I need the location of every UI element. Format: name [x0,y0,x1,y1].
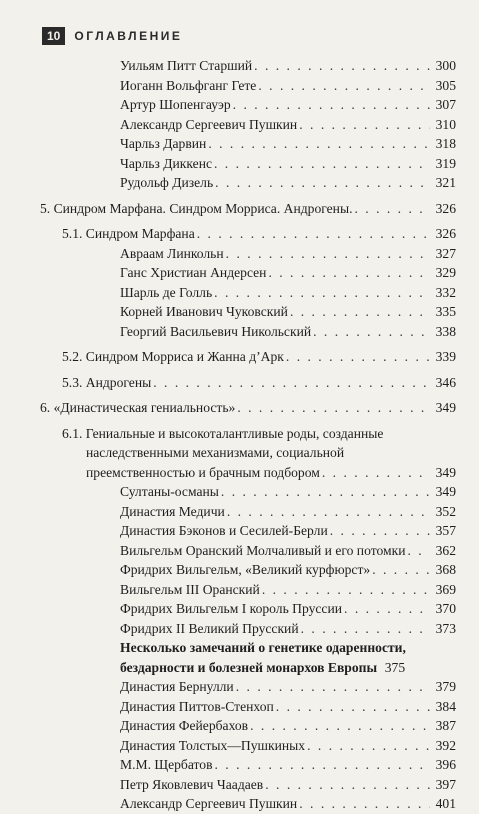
toc-entry-title: Петр Яковлевич Чаадаев [120,776,264,792]
toc-entry-title: Вильгельм III Оранский [120,581,260,597]
toc-entry [40,677,456,697]
toc-entry-page: 310 [435,116,456,132]
toc-entry-title: Династия Питтов-Стенхоп [120,698,274,714]
toc-block-1 [40,56,456,418]
toc-entry [40,697,456,717]
toc-entry [40,154,456,174]
leader-dots [226,244,430,264]
toc-entry-page: 392 [435,737,456,753]
leader-dots [265,775,430,795]
toc-entry-line: Несколько замечаний о генетике одаренности, [120,640,406,655]
toc-entry-page: 357 [435,523,456,538]
leader-dots [262,580,430,600]
toc-entry [40,322,456,342]
toc-entry-title: 5. Синдром Марфана. Синдром Морриса. Андрогены. [40,200,353,216]
section-title: ОГЛАВЛЕНИЕ [74,29,183,43]
toc-entry-page: 307 [435,97,456,112]
toc-entry-title: Уильям Питт Старший [120,58,253,73]
toc-entry [40,775,456,795]
toc-entry-page: 387 [435,718,456,733]
toc-entry-page: 369 [435,581,456,597]
toc-entry-title: Артур Шопенгауэр [120,97,231,112]
toc-entry-title: 5.3. Андрогены [62,374,152,390]
toc-entry [40,716,456,736]
toc-entry-title: 5.2. Синдром Морриса и Жанна д’Арк [62,349,284,364]
toc-entry-page: 349 [435,400,456,415]
leader-dots [290,302,430,322]
toc-entry-page: 335 [435,304,456,319]
toc-entry [40,541,456,561]
toc-entry-page: 319 [435,155,456,171]
running-header [42,27,182,45]
leader-dots [276,697,430,717]
leader-dots [268,263,430,283]
leader-dots [153,373,430,393]
toc-entry-title: Династия Медичи [120,503,225,519]
toc-entry [40,224,456,244]
leader-dots [322,463,430,483]
toc-entry-title: Ганс Христиан Андерсен [120,265,267,280]
toc-entry-title: преемственностью и брачным подбором [86,464,320,480]
toc-entry-page: 397 [435,776,456,792]
leader-dots [221,482,430,502]
toc-entry-title: 5.1. Синдром Марфана [62,226,195,241]
toc-entry [40,560,456,580]
toc-entry-page: 338 [435,323,456,339]
toc-entry-title: Султаны-османы [120,484,219,499]
toc-entry-page: 349 [435,464,456,480]
toc-entry-page: 329 [435,265,456,280]
toc-entry-page: 346 [435,374,456,390]
toc-entry-page: 349 [435,484,456,499]
leader-dots [254,56,430,76]
toc-entry-title: Династия Бэконов и Сесилей-Берли [120,523,328,538]
leader-dots [214,154,430,174]
leader-dots [330,521,430,541]
toc-entry-title: Фридрих Вильгельм I король Пруссии [120,601,343,616]
toc-entry-page: 401 [435,796,456,811]
toc-entry-page: 375 [384,659,406,675]
toc-entry-page: 318 [435,136,456,151]
leader-dots [215,173,430,193]
toc-entry-page: 339 [435,349,456,364]
leader-dots [237,398,430,418]
toc-entry-title: Чарльз Диккенс [120,155,212,171]
toc-entry-title: Чарльз Дарвин [120,136,207,151]
leader-dots [299,794,430,814]
leader-dots [299,115,430,135]
toc-entry-title: 6. «Династическая гениальность» [40,400,236,415]
toc-block-2 [40,482,456,638]
toc-entry [40,76,456,96]
toc-entry [40,134,456,154]
toc-entry-multiline [40,424,456,483]
toc-entry [40,736,456,756]
toc-entry [40,794,456,814]
leader-dots [258,76,430,96]
toc-entry [40,502,456,522]
toc-entry [40,302,456,322]
toc-entry-title: бездарности и болезней монархов Европы [120,659,378,675]
toc-entry-page: 362 [435,542,456,558]
toc-entry-page: 370 [435,601,456,616]
toc-entry [40,619,456,639]
toc-entry [40,482,456,502]
toc-entry-title: Династия Фейербахов [120,718,249,733]
toc-entry [40,56,456,76]
toc-entry-title: Корней Иванович Чуковский [120,304,288,319]
toc-entry [40,755,456,775]
toc-entry [40,373,456,393]
toc-entry-title: Фридрих II Великий Прусский [120,620,299,636]
toc-entry-title: Вильгельм Оранский Молчаливый и его потомки [120,542,406,558]
toc-entry-title: М.М. Щербатов [120,757,213,772]
toc-entry-page: 373 [435,620,456,636]
toc-entry-last-line [40,658,456,678]
toc-entry [40,115,456,135]
toc-entry-title: Шарль де Голль [120,284,213,300]
toc-entry [40,199,456,219]
leader-dots [214,283,430,303]
toc-entry-title: Фридрих Вильгельм, «Великий курфюрст» [120,562,371,577]
leader-dots [197,224,430,244]
toc-entry-title: Династия Толстых—Пушкиных [120,737,306,753]
toc-entry-page: 396 [435,757,456,772]
leader-dots [407,541,430,561]
toc-entry-title: Династия Бернулли [120,679,234,694]
toc-entry-bold [40,638,456,677]
leader-dots [208,134,430,154]
leader-dots [236,677,430,697]
toc-entry-title: Рудольф Дизель [120,175,214,190]
leader-dots [313,322,430,342]
toc-entry-page: 321 [435,175,456,190]
toc-entry-line: 6.1. Гениальные и высокоталантливые роды, созданные [62,425,384,441]
toc-entry-page: 300 [435,58,456,73]
toc-entry-title: Авраам Линкольн [120,245,224,261]
leader-dots [233,95,430,115]
toc-entry-page: 326 [435,200,456,216]
toc-entry-page: 368 [435,562,456,577]
toc-entry [40,599,456,619]
toc-entry-title: Александр Сергеевич Пушкин [120,796,298,811]
toc-entry-page: 332 [435,284,456,300]
toc-entry-page: 379 [435,679,456,694]
leader-dots [354,199,430,219]
toc-entry-page: 326 [435,226,456,241]
leader-dots [301,619,430,639]
page-number: 10 [42,27,65,45]
toc-entry-title: Александр Сергеевич Пушкин [120,116,298,132]
leader-dots [215,755,431,775]
toc-entry-page: 384 [435,698,456,714]
toc-entry-line: наследственными механизмами, социальной [86,445,345,460]
toc-entry [40,580,456,600]
leader-dots [372,560,430,580]
toc-entry [40,398,456,418]
toc-entry [40,244,456,264]
leader-dots [286,347,430,367]
toc-entry-title: Георгий Васильевич Никольский [120,323,312,339]
toc-entry [40,95,456,115]
leader-dots [307,736,430,756]
toc-entry-page: 327 [435,245,456,261]
toc-block-3 [40,677,456,814]
toc-entry [40,347,456,367]
toc-entry [40,173,456,193]
leader-dots [250,716,430,736]
toc-entry-title: Иоганн Вольфганг Гете [120,77,257,93]
leader-dots [227,502,430,522]
toc-entry [40,283,456,303]
toc-entry-page: 305 [435,77,456,93]
toc-entry [40,521,456,541]
table-of-contents [40,56,456,814]
toc-entry-page: 352 [435,503,456,519]
toc-entry [40,263,456,283]
toc-entry-last-line [40,463,456,483]
leader-dots [344,599,430,619]
